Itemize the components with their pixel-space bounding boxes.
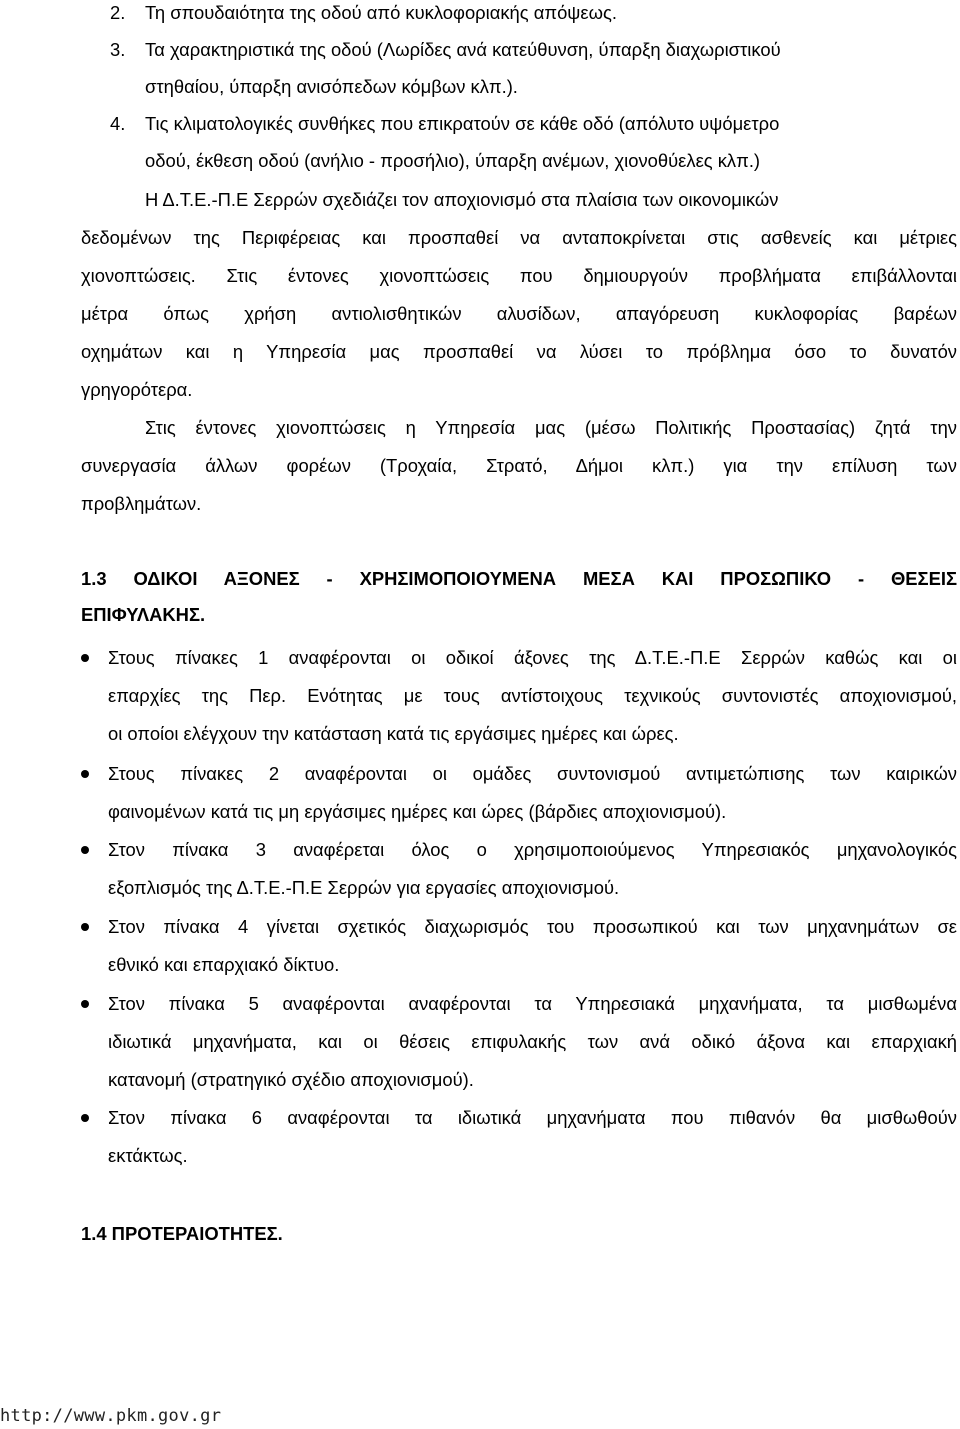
bullet-text (108, 833, 957, 909)
paragraph-line: μέτρα όπως χρήση αντιολισθητικών αλυσίδων, απαγόρευση κυκλοφορίας βαρέων (81, 303, 957, 324)
bullet-line: Στον πίνακα 6 αναφέρονται τα ιδιωτικά μηχανήματα που πιθανόν θα μισθωθούν (108, 1107, 957, 1128)
bullet-icon (81, 923, 89, 931)
paragraph-line: οχημάτων και η Υπηρεσία μας προσπαθεί να λύσει το πρόβλημα όσο το δυνατόν (81, 341, 957, 362)
paragraph-cooperation (81, 409, 957, 523)
bullet-line: εθνικό και επαρχιακό δίκτυο. (108, 954, 340, 975)
bullet-line: Στον πίνακα 5 αναφέρονται αναφέρονται τα Υπηρεσιακά μηχανήματα, τα μισθωμένα (108, 993, 957, 1014)
bullet-line: Στον πίνακα 4 γίνεται σχετικός διαχωρισμός του προσωπικού και των μηχανημάτων σε (108, 916, 957, 937)
bullet-text (108, 910, 957, 986)
footer-url: http://www.pkm.gov.gr (0, 1406, 222, 1426)
list-item-text: Τα χαρακτηριστικά της οδού (Λωρίδες ανά κατεύθυνση, ύπαρξη διαχωριστικού στηθαίου, ύπαρξη ανισόπεδων κόμβων κλπ.). (145, 39, 781, 97)
bullet-text (108, 987, 957, 1101)
list-item-text: Τις κλιματολογικές συνθήκες που επικρατούν σε κάθε οδό (απόλυτο υψόμετρο οδού, έκθεση οδού (ανήλιο - προσήλιο), ύπαρξη ανέμων, χιονοθύελες κλπ.) (145, 113, 780, 171)
bullet-text (108, 757, 957, 833)
bullet-line: Στους πίνακες 1 αναφέρονται οι οδικοί άξονες της Δ.Τ.Ε.-Π.Ε Σερρών καθώς και οι (108, 647, 957, 668)
bullet-line: εξοπλισμός της Δ.Τ.Ε.-Π.Ε Σερρών για εργασίες αποχιονισμού. (108, 877, 620, 898)
paragraph-line: Η Δ.Τ.Ε.-Π.Ε Σερρών σχεδιάζει τον αποχιονισμό στα πλαίσια των οικονομικών (145, 189, 779, 210)
bullet-icon (81, 1000, 89, 1008)
list-marker: 3. (110, 39, 126, 60)
bullet-line: κατανομή (στρατηγικό σχέδιο αποχιονισμού). (108, 1069, 474, 1090)
list-item-text: Τη σπουδαιότητα της οδού από κυκλοφοριακής απόψεως. (145, 2, 617, 23)
heading-line: 1.3 ΟΔΙΚΟΙ ΑΞΟΝΕΣ - ΧΡΗΣΙΜΟΠΟΙΟΥΜΕΝΑ ΜΕΣΑ ΚΑΙ ΠΡΟΣΩΠΙΚΟ - ΘΕΣΕΙΣ (81, 568, 957, 589)
paragraph-line: συνεργασία άλλων φορέων (Τροχαία, Στρατό, Δήμοι κλπ.) για την επίλυση των (81, 455, 957, 476)
paragraph-snow-plan (81, 181, 957, 409)
bullet-icon (81, 654, 89, 662)
section-heading-1-3 (81, 561, 957, 633)
list-marker: 2. (110, 2, 126, 23)
bullet-line: ιδιωτικά μηχανήματα, και οι θέσεις επιφυλακής των ανά οδικό άξονα και επαρχιακή (108, 1031, 957, 1052)
bullet-line: εκτάκτως. (108, 1145, 188, 1166)
bullet-text (108, 1101, 957, 1177)
paragraph-line: προβλημάτων. (81, 493, 202, 514)
bullet-text (108, 641, 957, 755)
bullet-line: οι οποίοι ελέγχουν την κατάσταση κατά τις εργάσιμες ημέρες και ώρες. (108, 723, 679, 744)
bullet-icon (81, 846, 89, 854)
bullet-icon (81, 770, 89, 778)
bullet-line: φαινομένων κατά τις μη εργάσιμες ημέρες και ώρες (βάρδιες αποχιονισμού). (108, 801, 727, 822)
bullet-line: Στους πίνακες 2 αναφέρονται οι ομάδες συντονισμού αντιμετώπισης των καιρικών (108, 763, 957, 784)
bullet-icon (81, 1114, 89, 1122)
bullet-line: επαρχίες της Περ. Ενότητας με τους αντίστοιχους τεχνικούς συντονιστές αποχιονισμού, (108, 685, 957, 706)
paragraph-line: χιονοπτώσεις. Στις έντονες χιονοπτώσεις που δημιουργούν προβλήματα επιβάλλονται (81, 265, 957, 286)
paragraph-line: δεδομένων της Περιφέρειας και προσπαθεί να ανταποκρίνεται στις ασθενείς και μέτριες (81, 227, 957, 248)
section-heading-1-4: 1.4 ΠΡΟΤΕΡΑΙΟΤΗΤΕΣ. (81, 1223, 283, 1244)
paragraph-line: Στις έντονες χιονοπτώσεις η Υπηρεσία μας (μέσω Πολιτικής Προστασίας) ζητά την (145, 417, 957, 438)
heading-line: ΕΠΙΦΥΛΑΚΗΣ. (81, 604, 206, 625)
paragraph-line: γρηγορότερα. (81, 379, 193, 400)
bullet-line: Στον πίνακα 3 αναφέρεται όλος ο χρησιμοποιούμενος Υπηρεσιακός μηχανολογικός (108, 839, 957, 860)
list-marker: 4. (110, 113, 126, 134)
